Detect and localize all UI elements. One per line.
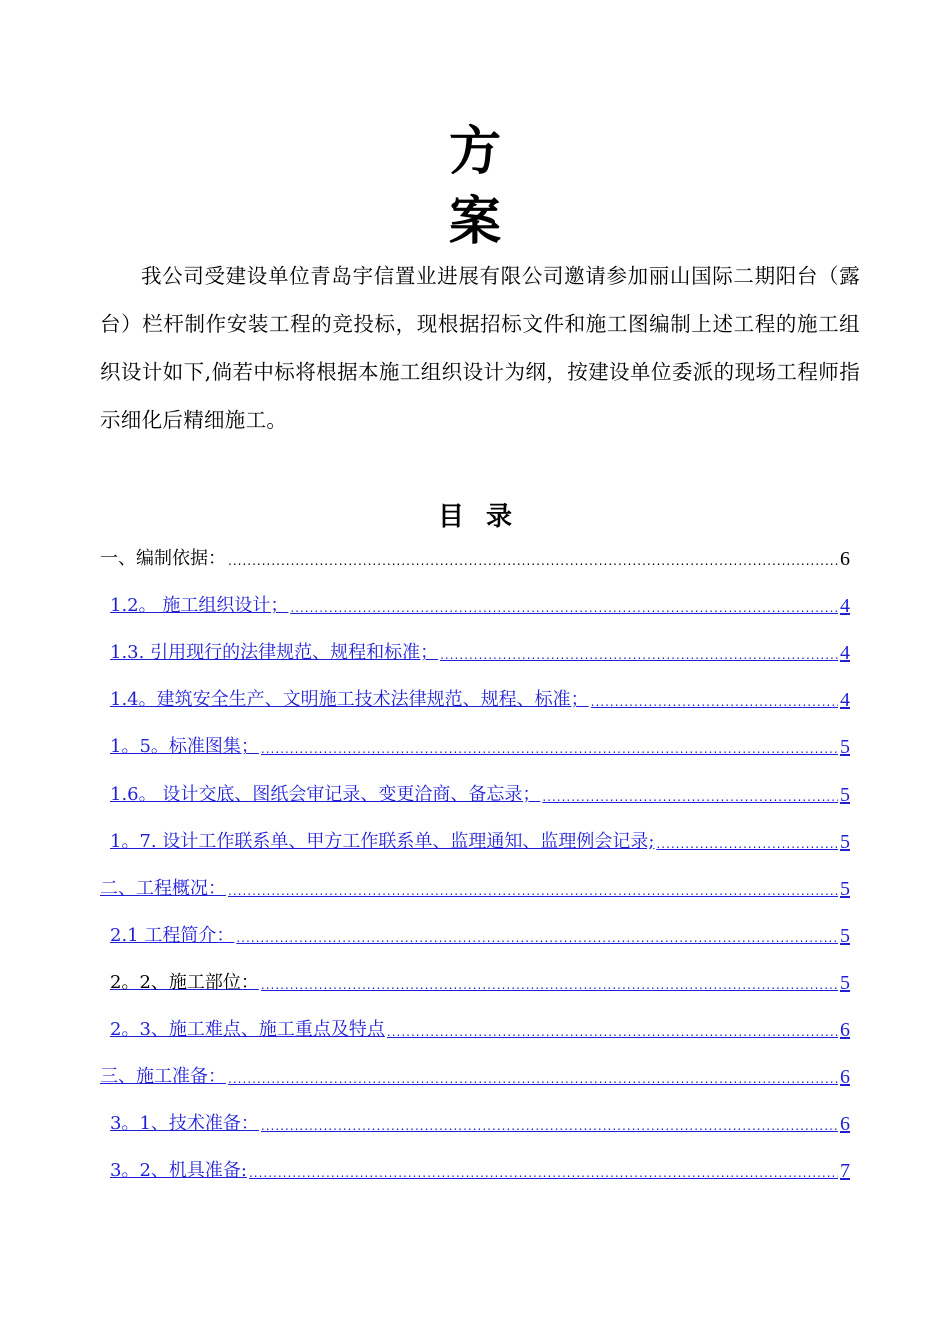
- toc-page-number: 5: [840, 830, 850, 853]
- toc-title: 目录: [437, 502, 534, 532]
- title-line-2: 案: [448, 192, 501, 252]
- toc-page-number: 4: [840, 595, 850, 618]
- toc-entry-label: 1.6。 设计交底、图纸会审记录、变更洽商、备忘录；: [110, 783, 541, 805]
- toc-entry-3-2[interactable]: [110, 1152, 850, 1186]
- toc-entry-3[interactable]: [100, 1058, 850, 1092]
- toc-entry-label: 1.3. 引用现行的法律规范、规程和标准；: [110, 642, 439, 664]
- toc-page-number: 5: [840, 971, 850, 994]
- toc-page-number: 5: [840, 877, 850, 900]
- toc-entry-label: 1。5。标准图集；: [110, 736, 259, 758]
- toc-entry-2[interactable]: [100, 870, 850, 904]
- toc-entry-1-3[interactable]: [110, 634, 850, 668]
- toc-page-number: 5: [840, 783, 850, 806]
- toc-leader-dots: [261, 736, 838, 762]
- toc-entry-1-4[interactable]: [110, 681, 850, 715]
- toc-leader-dots: [440, 642, 838, 668]
- toc-entry-label: 1。7. 设计工作联系单、甲方工作联系单、监理通知、监理例会记录;: [110, 830, 655, 852]
- toc-entry-label: 一、编制依据：: [100, 548, 226, 569]
- toc-leader-dots: [228, 878, 838, 904]
- toc-page-number: 5: [840, 736, 850, 759]
- toc-leader-dots: [261, 972, 838, 998]
- toc-entry-2-3[interactable]: [110, 1011, 850, 1045]
- toc-entry-1-6[interactable]: [110, 776, 850, 810]
- toc-entry-label: 三、施工准备：: [100, 1066, 226, 1088]
- toc-page-number: 5: [840, 924, 850, 947]
- toc-entry-label: 2。3、施工难点、施工重点及特点: [110, 1019, 385, 1040]
- toc-page-number: 6: [840, 1113, 850, 1136]
- toc-entry-label: 2。2、施工部位：: [110, 971, 259, 993]
- toc-leader-dots: [228, 1066, 838, 1092]
- toc-entry-2-2[interactable]: [110, 964, 850, 998]
- toc-entry-label: 3。2、机具准备:: [110, 1160, 247, 1182]
- toc-page-number: 4: [840, 642, 850, 665]
- toc-entry-1-7[interactable]: [110, 823, 850, 857]
- toc-entry-2-1[interactable]: [110, 917, 850, 951]
- toc-page-number: 7: [840, 1160, 850, 1183]
- toc-leader-dots: [249, 1160, 838, 1186]
- toc-page-number: 6: [840, 1066, 850, 1089]
- toc-leader-dots: [228, 548, 838, 574]
- toc-entry-label: 3。1、技术准备：: [110, 1113, 259, 1135]
- toc-leader-dots: [261, 1113, 838, 1139]
- toc-leader-dots: [236, 925, 838, 951]
- intro-paragraph: 我公司受建设单位青岛宇信置业进展有限公司邀请参加丽山国际二期阳台（露台）栏杆制作安装工程的竞投标，现根据招标文件和施工图编制上述工程的施工组织设计如下,倘若中标将根据本施工组织设计为纲，按建设单位委派的现场工程师指示细化后精细施工。: [100, 264, 860, 432]
- toc-page-number: 6: [840, 1019, 850, 1041]
- toc-entry-1-2[interactable]: [110, 587, 850, 621]
- toc-leader-dots: [387, 1019, 838, 1045]
- toc-leader-dots: [542, 784, 838, 810]
- toc-page-number: 6: [840, 548, 850, 570]
- toc-entry-3-1[interactable]: [110, 1105, 850, 1139]
- title-line-1: 方: [448, 122, 501, 182]
- toc-page-number: 4: [840, 689, 850, 712]
- toc-entry-label: 二、工程概况：: [100, 877, 226, 899]
- toc-entry-1: [100, 540, 850, 574]
- toc-entry-label: 2.1 工程简介：: [110, 924, 235, 946]
- toc-entry-label: 1.4。建筑安全生产、文明施工技术法律规范、规程、标准；: [110, 689, 589, 711]
- toc-leader-dots: [656, 831, 838, 857]
- toc-entry-label: 1.2。 施工组织设计；: [110, 595, 289, 617]
- toc-leader-dots: [290, 595, 838, 621]
- toc-leader-dots: [591, 689, 838, 715]
- toc-entry-1-5[interactable]: [110, 728, 850, 762]
